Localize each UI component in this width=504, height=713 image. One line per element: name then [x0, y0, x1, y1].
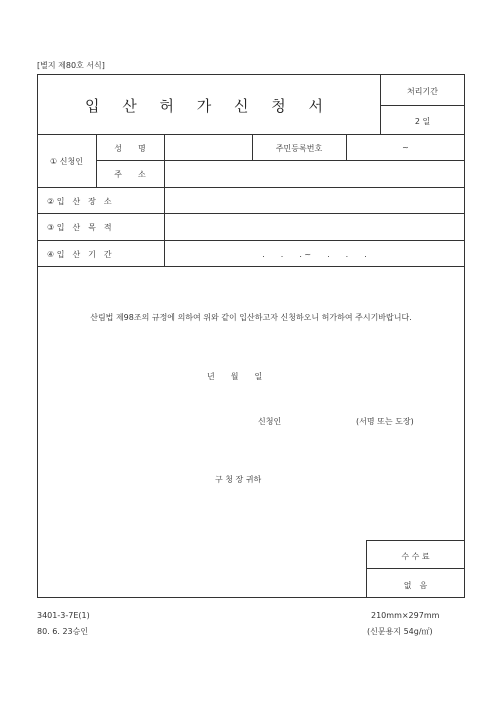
fee-label: 수 수 료 — [401, 552, 430, 561]
period-label: ④ 입 산 기 간 — [47, 250, 112, 259]
name-field[interactable] — [165, 135, 251, 159]
paper-size: 210mm×297mm — [371, 611, 440, 620]
divider — [366, 568, 465, 569]
form-number-label: [별지 제80호 서식] — [37, 61, 105, 70]
approval-date: 80. 6. 23승인 — [37, 627, 89, 636]
purpose-label: ③ 입 산 목 적 — [47, 223, 112, 232]
divider — [37, 266, 465, 267]
place-label: ② 입 산 장 소 — [47, 197, 112, 206]
date-line: 년 월 일 — [207, 372, 263, 381]
rrn-label: 주민등록번호 — [275, 144, 323, 153]
purpose-field[interactable] — [165, 214, 464, 239]
request-statement: 산림법 제98조의 규정에 의하여 위와 같이 입산하고자 신청하오니 허가하여 주시기바랍니다. — [90, 313, 412, 322]
processing-period-value: 2 일 — [414, 117, 431, 126]
rrn-field[interactable]: ~ — [402, 143, 409, 152]
place-field[interactable] — [165, 188, 464, 212]
form-code: 3401-3-7E(1) — [37, 611, 90, 620]
divider — [366, 540, 465, 541]
divider — [37, 134, 465, 135]
applicant-label: ① 신청인 — [50, 157, 83, 166]
name-label: 성 명 — [114, 144, 146, 153]
signer-label: 신청인 — [258, 417, 282, 426]
period-field[interactable]: . . . ~ . . . — [262, 250, 367, 259]
divider — [37, 240, 465, 241]
divider — [380, 105, 465, 106]
address-field[interactable] — [165, 161, 464, 186]
form-title: 입 산 허 가 신 청 서 — [84, 97, 333, 115]
sign-note: (서명 또는 도장) — [356, 417, 414, 426]
address-label: 주 소 — [114, 170, 146, 179]
paper-type: (신문용지 54g/㎡) — [367, 627, 433, 636]
recipient: 구 청 장 귀하 — [215, 475, 262, 484]
processing-period-label: 처리기간 — [407, 87, 438, 96]
fee-value: 없 음 — [403, 581, 428, 590]
